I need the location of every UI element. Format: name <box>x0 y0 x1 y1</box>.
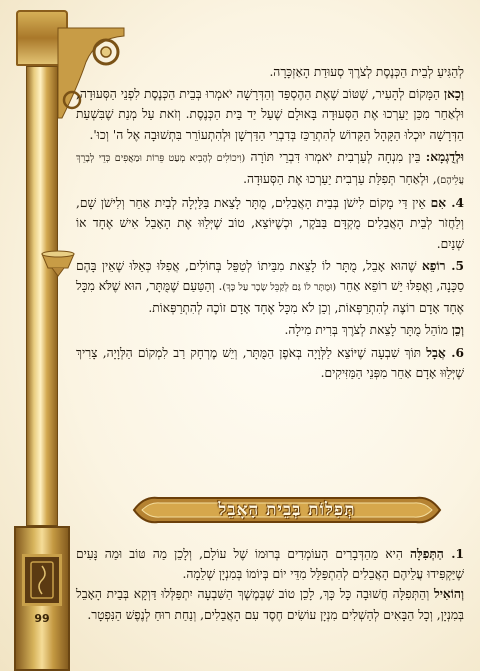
paragraph: לְהַגִּיעַ לְבֵית הַכְּנֶסֶת לְצֹרֶךְ סְעוּדַת הָאַזְכָּרָה. <box>269 65 464 79</box>
main-text <box>76 62 464 385</box>
paragraph: 6. אֲבָל תּוֹךְ שִׁבְעָה שֶׁיּוֹצֵא לַלְּוָיָה בְּאֹפֶן הַמֻּתָּר, וְיֵשׁ מֶרְחָק רַב לִמְקוֹם הַלְּוָיָה, צָרִיךְ שֶׁיְּלַוּוּ אָדָם אַחֵר מִפְּנֵי הַמַּזִּיקִים. <box>76 345 464 380</box>
paragraph: וְכֵן מוֹהֵל מֻתָּר לָצֵאת לְצֹרֶךְ בְּרִית מִילָה. <box>284 323 464 338</box>
section-title-banner <box>128 490 446 530</box>
page-number: 99 <box>34 612 50 625</box>
paragraph: 1. הַתְּפִלָּה הִיא מֵהַדְּבָרִים הָעוֹמְדִים בְּרוּמוֹ שֶׁל עוֹלָם, וְלָכֵן מַה טּוֹב וּמַה נָּעִים שֶׁיַּקְפִּידוּ עֲלֵיהֶם הָאֲבֵלִים לְהִתְפַּלֵּל מִדֵּי יוֹם בְּיוֹמוֹ בְּמִנְיָן שְׁלֵמָה. <box>76 547 464 582</box>
hanging-lamp-ornament <box>38 238 78 278</box>
paragraph: וְכָאן הַמָּקוֹם לְהָעִיר, שֶׁטּוֹב שֶׁאֶת הַהֶסְפֵּד וְהַדְּרָשָׁה יֹאמְרוּ בְּבֵית הַכְּנֶסֶת לִפְנֵי הַסְּעוּדָה, וּלְאַחַר מִכֵּן יַעַרְכוּ אֶת הַסְּעוּדָה בָּאוּלָם שֶׁעַל יַד בֵּית הַכְּנֶסֶת. וְזֹאת עַל מְנַת שֶׁבִּשְׁעַת הַדְּרָשָׁה יוּכְלוּ הַקָּהָל הַקָּדוֹשׁ לְהִתְרַכֵּז בְּדִבְרֵי הַדַּרְשָׁן וּלְהִתְעוֹרֵר בִּתְשׁוּבָה אֶל ה' וְכוּ'. <box>76 87 464 142</box>
column-shaft <box>26 66 58 526</box>
column-ornament-panel <box>22 554 62 606</box>
paragraph: 4. אִם אֵין דַּי מָקוֹם לִישֹׁן בְּבֵית הָאֲבֵלִים, מֻתָּר לָצֵאת בַּלַּיְלָה לְבַיִת אַחֵר וְלִישֹׁן שָׁם, וְלַחֲזֹר לְבֵית הָאֲבֵלִים מֻקְדָּם בַּבֹּקֶר, וּכְשֶׁיּוֹצֵא, טוֹב שֶׁיְּלַוּוּ אֶת הָאָבֵל אִישׁ אֶחָד אוֹ שְׁנַיִם. <box>76 196 464 251</box>
paragraph: וְהוֹאִיל וְהַתְּפִלָּה חֲשׁוּבָה כָּל כָּךְ, לָכֵן טוֹב שֶׁבְּמֶשֶׁךְ הַשִּׁבְעָה יִתְפַּלְּלוּ דַּוְקָא בְּבֵית הָאָבֵל בְּמִנְיָן, וְכָל הַבָּאִים לְהַשְׁלִים מִנְיָן עוֹשִׂים חֶסֶד עִם הָאֲבֵלִים, וְנַחַת רוּחַ לְנֶפֶשׁ הַנִּפְטָר. <box>76 587 464 622</box>
paragraph: 5. רוֹפֵא שֶׁהוּא אָבֵל, מֻתָּר לוֹ לָצֵאת מִבֵּיתוֹ לְטַפֵּל בְּחוֹלִים, אֲפִלּוּ כְּאֵלּוּ שֶׁאֵין בָּהֶם סַכָּנָה, וַאֲפִלּוּ יֵשׁ רוֹפֵא אַחֵר (וּמֻתָּר לוֹ גַּם לְקַבֵּל שָׂכָר עַל כָּךְ). וְהַטַּעַם שֶׁמֻּתָּר, הוּא שֶׁלֹּא מִכָּל אֶחָד אָדָם רוֹצֶה לְהִתְרַפְּאוֹת, וְכֵן לֹא מִכָּל אֶחָד אָדָם זוֹכֶה לְהִתְרַפְּאוֹת. <box>76 258 465 316</box>
paragraph: וּלְדֻגְמָא: בֵּין מִנְחָה לְעַרְבִית יֹאמְרוּ דִּבְרֵי תּוֹרָה (וִיכוֹלִים לְהָבִיא מְעַט פֵּרוֹת וּמַאֲפִים כְּדֵי לְבָרֵךְ עֲלֵיהֶם), וּלְאַחַר תְּפִלַּת עַרְבִית יַעַרְכוּ אֶת הַסְּעוּדָה. <box>76 149 464 187</box>
section-title: תְּפִלּוֹת בְּבֵית הָאָבֵל <box>218 500 356 520</box>
section-text <box>76 544 464 625</box>
